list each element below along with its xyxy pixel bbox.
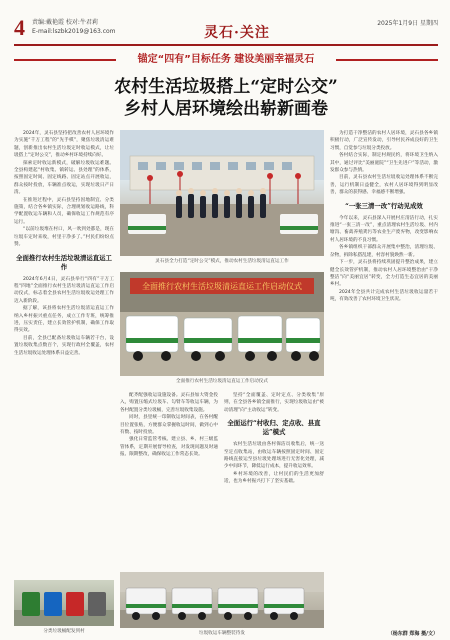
paragraph: 2024年，灵石县坚持把改善农村人居环境作为实施“千万工程”的“先手棋”，聚焦垃圾清运难题，创新推出农村生活垃圾定时收运模式，让垃圾搭上“定时公交”，推动乡村环境持续向好。 (14, 131, 114, 159)
paragraph: 今年以来，灵石县深入开展村庄清洁行动，扎实推进“一张三清一改”，重点清理农村生活垃圾、村内塘沟、畜禽养殖粪污等农业生产废弃物，改变影响农村人居环境的不良习惯。 (330, 215, 438, 243)
email-line: E-mail:lszbk2019@163.com (32, 28, 116, 35)
subheading: 全面运行“村收归、定点收、县直运”模式 (227, 419, 321, 437)
paragraph: 同时，县里统一印制收运时间表，在各村醒目位置张贴，方便群众掌握收运时间，做到心中有数、按时投放。 (120, 415, 218, 436)
trucks-photo (120, 572, 324, 628)
photo-caption-2: 全面推行农村生活垃圾清运直运工作启动仪式 (176, 379, 268, 384)
paragraph: “以前垃圾堆在村口，风一吹到处都是，现在垃圾车定时来收，村里干净多了。”村民们纷纷点赞。 (14, 227, 114, 248)
paragraph: 目前，灵石县农村生活垃圾收运处理体系不断完善，运行机制日益健全，农村人居环境得到明显改善，群众的获得感、幸福感不断增强。 (330, 175, 438, 196)
paragraph: 坚持“全面覆盖、定时定点、分类收集”原则，在全县各乡镇全面推行，实现垃圾收运由“被动清理”向“主动收运”转变。 (224, 393, 324, 413)
ceremony-photo (120, 130, 324, 256)
headline-line1: 农村生活垃圾搭上“定时公交” (114, 77, 338, 97)
ceremony-banner-text: 全面推行农村生活垃圾清运直运工作启动仪式 (142, 282, 302, 291)
photo-caption-1: 灵石县全力打造“定时公交”模式，推动农村生活垃圾清运直运工作 (155, 259, 289, 264)
author-credit: （杨东群 郑海 摄/文） (387, 631, 438, 637)
bins-illustration (14, 580, 114, 626)
launch-ceremony-photo (120, 272, 324, 376)
article-column-2b (224, 392, 324, 562)
paragraph: 乡村环境的改善，让村民们的生活更加舒适，也为乡村振兴打下了坚实基础。 (224, 471, 324, 485)
paragraph: 配齐配强收运设施设备。灵石县加大资金投入，购置压缩式垃圾车、勾臂车等收运车辆，为各村配置分类垃圾桶，完善垃圾收集设施。 (120, 393, 218, 413)
ceremony-illustration (120, 130, 324, 256)
paragraph: 各村结合实际，制定村规民约，将环境卫生纳入其中，通过评比“美丽庭院”“卫生先进户”等活动，激发群众参与热情。 (330, 153, 438, 174)
bins-photo (14, 580, 114, 626)
photo-caption-4: 垃圾收运车辆整装待发 (199, 631, 245, 636)
paragraph: 目前，全县已配备垃圾收运车辆若干台，设置垃圾收集点数百个，实现行政村全覆盖，农村生活垃圾收运处理体系日益完善。 (14, 335, 114, 356)
issue-date: 2025年1月9日 星期四 (377, 20, 438, 27)
paragraph: 下一步，灵石县将持续巩固提升整治成果，建立健全长效管护机制，推动农村人居环境整治由“干净整洁”向“美丽宜居”转变，全力打造生态宜居的美丽乡村。 (330, 260, 438, 288)
paragraph: 2024年全县共计完成农村生活垃圾收运量若干吨，有效改善了农村环境卫生状况。 (330, 289, 438, 303)
editor-meta (32, 18, 116, 36)
trucks-illustration (120, 272, 324, 376)
trucks-row-illustration (120, 572, 324, 628)
article-column-1 (14, 130, 114, 635)
paragraph: 据了解，该县将农村生活垃圾清运直运工作纳入乡村振兴重点任务，成立工作专班，统筹推进，压实责任，建立长效管护机制，确保工作取得实效。 (14, 306, 114, 334)
paragraph: 强化日常监管考核。建立县、乡、村三级监管体系，定期开展督导检查，对发现问题及时通报、限期整改，确保收运工作常态长效。 (120, 437, 218, 458)
page-number: 4 (14, 15, 25, 40)
section-title: 灵石·关注 (204, 25, 270, 41)
subheading: “一张三清一改”行动见成效 (345, 201, 423, 210)
subheading: 全面推行农村生活垃圾清运直运工作 (16, 253, 112, 271)
paragraph: 农村生活垃圾由各村保洁员收集后，统一送至定点收集站，由收运车辆按照固定时间、固定路线直接运至县垃圾处理场进行无害化处理，减少中间环节，降低运行成本，提升收运效率。 (224, 442, 324, 470)
article-column-2a (120, 392, 218, 562)
editor-line: 责编:戴艳霞 校对:牛君莉 (32, 19, 98, 26)
paragraph: 探索定时收运新模式，破解垃圾收运难题。全县构建起“村收集、镇转运、县处理”的体系，按照固定时间、固定线路、固定站点开展收运，群众按时投放，车辆准点收运，实现垃圾日产日清。 (14, 160, 114, 196)
paragraph: 各乡镇组织干部群众开展集中整治，清理垃圾、杂物，拆除私搭乱建，村容村貌焕然一新。 (330, 245, 438, 258)
article-column-3 (330, 130, 438, 635)
banner-text: 锚定“四有”目标任务 建设美丽幸福灵石 (116, 52, 336, 68)
paragraph: 为打造干净整洁的农村人居环境，灵石县各乡镇积极行动，广泛宣传发动，引导村民养成良好的卫生习惯，自觉参与垃圾分类投放。 (330, 131, 438, 151)
paragraph: 在推进过程中，灵石县坚持因地制宜、分类施策，结合各乡镇实际，合理规划收运路线，科学配置收运车辆和人员，确保收运工作规范有序运行。 (14, 197, 114, 225)
header-divider (14, 44, 438, 46)
headline-line2: 乡村人居环境绘出崭新画卷 (124, 99, 328, 119)
page-header (14, 16, 438, 42)
theme-banner (14, 52, 438, 68)
headline (14, 76, 438, 120)
paragraph: 2024年6月4日，灵石县举行“四有”干万工程“四地”全面推行农村生活垃圾清运直运工作启动仪式，标志着全县农村生活垃圾收运处理工作迈入新阶段。 (14, 276, 114, 304)
photo-caption-3: 分类垃圾桶配发到村 (43, 629, 85, 634)
